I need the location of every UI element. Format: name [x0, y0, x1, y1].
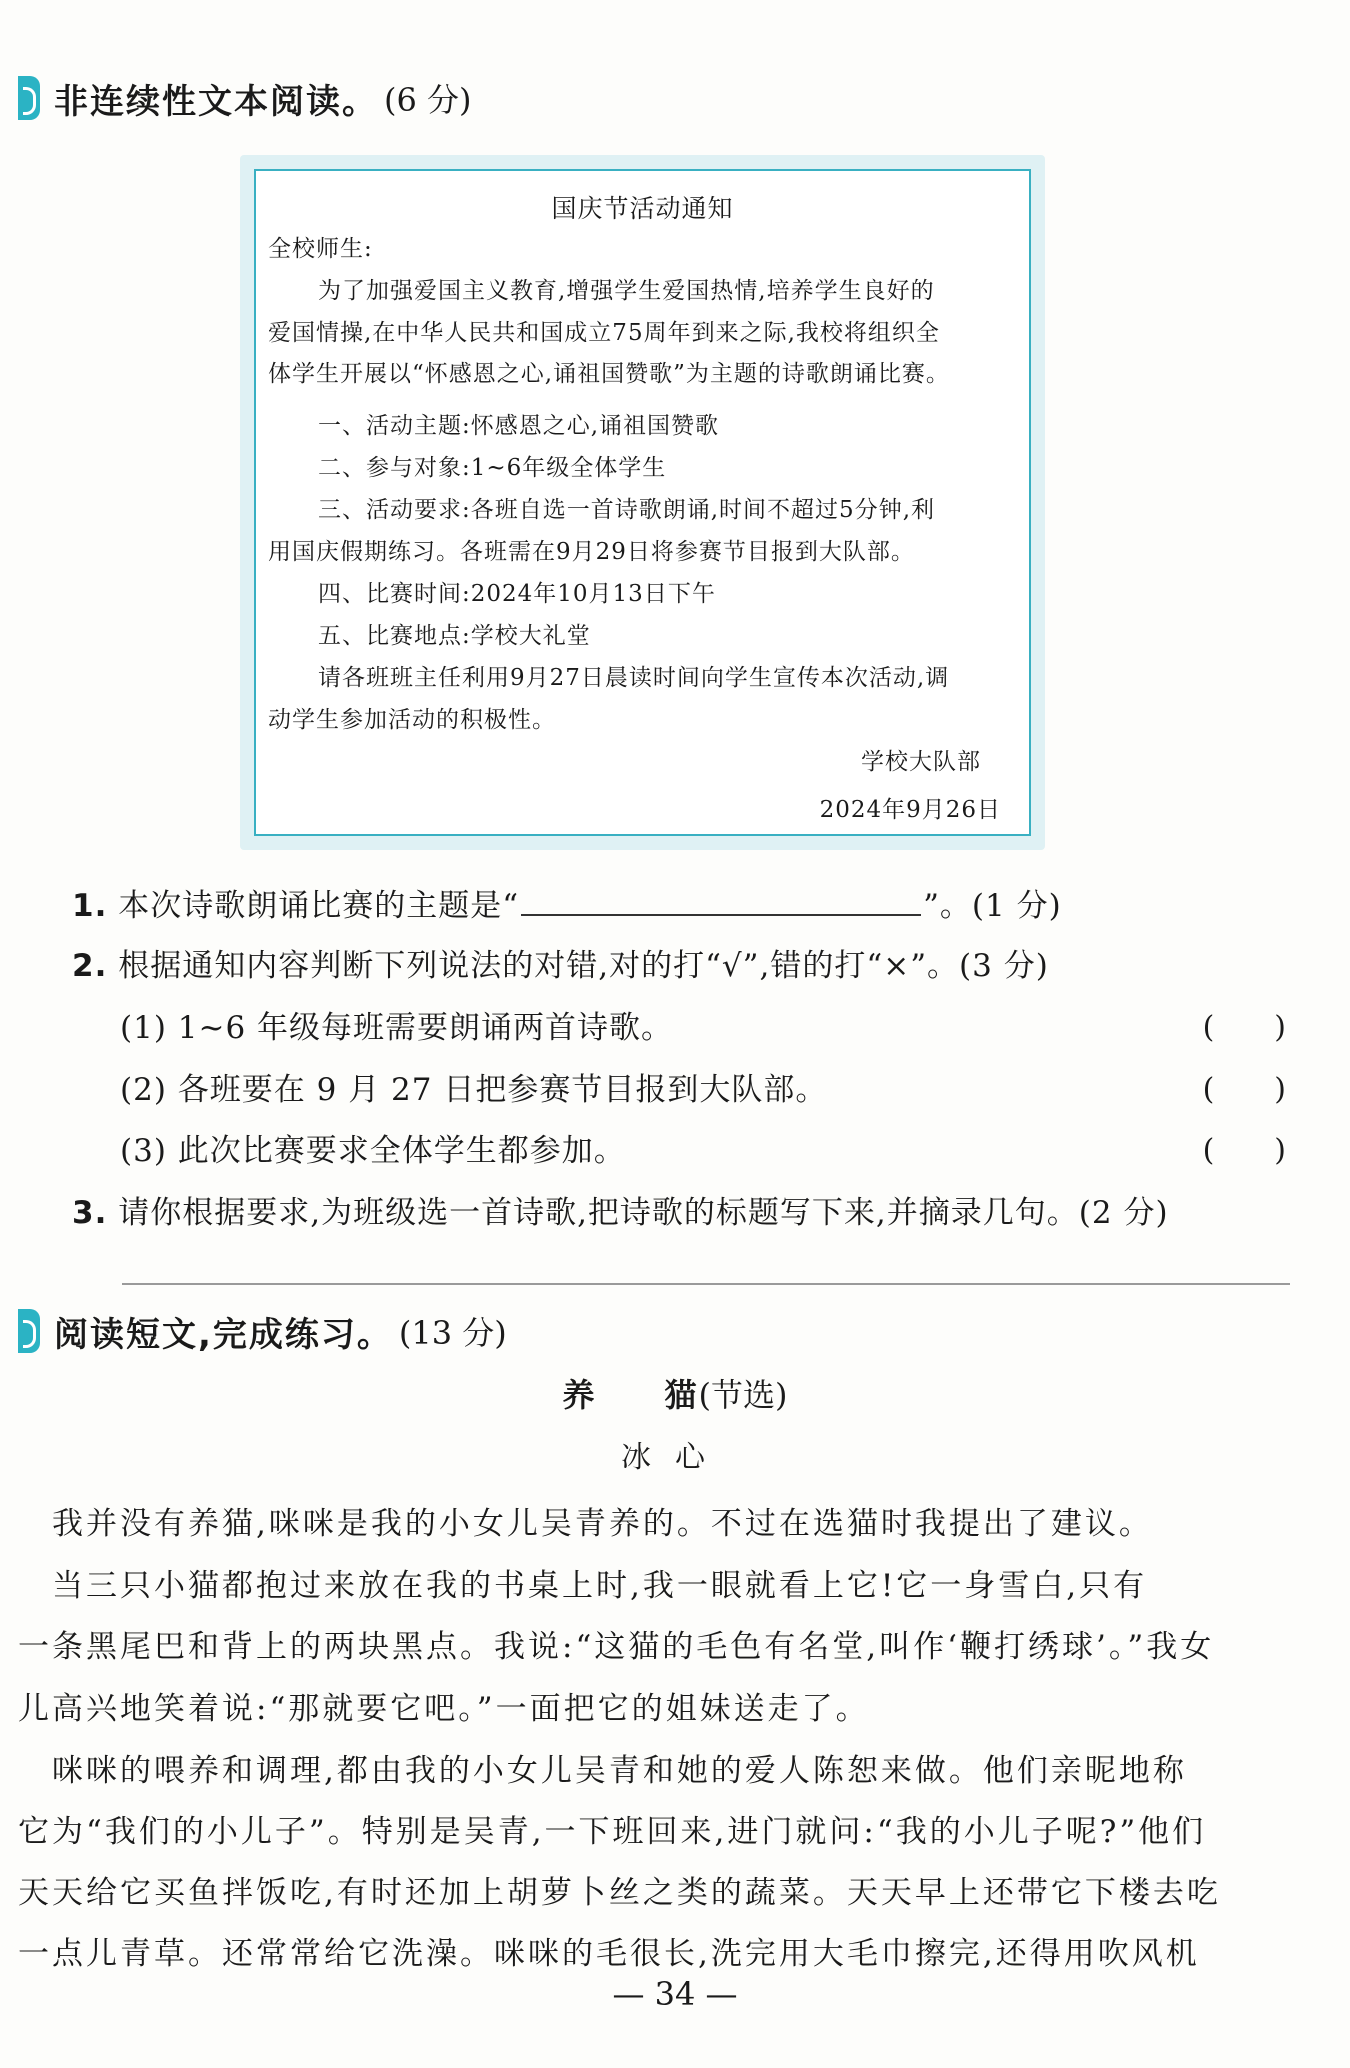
notice-line: 四、比赛时间:2024年10月13日下午 — [318, 581, 716, 607]
page-number: — 34 — — [612, 1975, 738, 2013]
section-title: 阅读短文,完成练习。 — [54, 1314, 393, 1355]
notice-line: 动学生参加活动的积极性。 — [268, 707, 556, 733]
answer-divider-line — [122, 1283, 1290, 1285]
section-title: 非连续性文本阅读。 — [54, 81, 378, 122]
notice-frame — [254, 169, 1031, 836]
section-marker-icon — [18, 76, 40, 120]
notice-signature: 学校大队部 — [861, 749, 981, 775]
section-header-8 — [18, 1303, 507, 1359]
notice-line: 为了加强爱国主义教育,增强学生爱国热情,培养学生良好的 — [318, 278, 935, 304]
notice-title: 国庆节活动通知 — [551, 194, 734, 223]
notice-line: 一、活动主题:怀感恩之心,诵祖国赞歌 — [318, 413, 720, 439]
judge-item: (2) 各班要在 9 月 27 日把参赛节目报到大队部。 — [120, 1072, 828, 1108]
story-line: 一点儿青草。还常常给它洗澡。咪咪的毛很长,洗完用大毛巾擦完,还得用吹风机 — [18, 1936, 1200, 1972]
answer-parentheses[interactable]: ( ) — [1202, 1133, 1286, 1168]
story-line: 我并没有养猫,咪咪是我的小女儿吴青养的。不过在选猫时我提出了建议。 — [18, 1506, 1153, 1542]
question-1 — [72, 880, 1062, 925]
notice-line: 用国庆假期练习。各班需在9月29日将参赛节目报到大队部。 — [268, 539, 915, 565]
story-title: 养 猫 — [562, 1376, 699, 1414]
judge-item: (1) 1~6 年级每班需要朗诵两首诗歌。 — [120, 1010, 674, 1046]
answer-parentheses[interactable]: ( ) — [1202, 1010, 1286, 1045]
question-2 — [72, 940, 1049, 985]
question-number: 3. — [72, 1195, 108, 1231]
question-3 — [72, 1187, 1169, 1232]
story-subtitle: (节选) — [698, 1376, 788, 1414]
question-number: 2. — [72, 948, 108, 984]
section-header-7 — [18, 70, 472, 126]
judge-item: (3) 此次比赛要求全体学生都参加。 — [120, 1133, 626, 1169]
story-author: 冰心 — [621, 1440, 729, 1475]
story-line: 一条黑尾巴和背上的两块黑点。我说:“这猫的毛色有名堂,叫作‘鞭打绣球’。”我女 — [18, 1629, 1215, 1665]
question-text: 根据通知内容判断下列说法的对错,对的打“√”,错的打“×”。(3 分) — [118, 948, 1049, 984]
story-line: 它为“我们的小儿子”。特别是吴青,一下班回来,进门就问:“我的小儿子呢?”他们 — [18, 1814, 1207, 1850]
story-line: 当三只小猫都抱过来放在我的书桌上时,我一眼就看上它!它一身雪白,只有 — [18, 1568, 1148, 1604]
notice-greeting: 全校师生: — [268, 236, 373, 262]
story-heading — [0, 1370, 1350, 1416]
notice-line: 请各班班主任利用9月27日晨读时间向学生宣传本次活动,调 — [318, 665, 950, 691]
answer-blank[interactable] — [521, 884, 921, 916]
notice-box — [240, 155, 1045, 850]
notice-line: 五、比赛地点:学校大礼堂 — [318, 623, 591, 649]
question-number: 1. — [72, 888, 108, 924]
section-marker-icon — [18, 1309, 40, 1353]
section-score: (6 分) — [384, 81, 472, 119]
story-line: 咪咪的喂养和调理,都由我的小女儿吴青和她的爱人陈恕来做。他们亲昵地称 — [18, 1753, 1187, 1789]
notice-date: 2024年9月26日 — [819, 797, 1001, 823]
story-line: 天天给它买鱼拌饭吃,有时还加上胡萝卜丝之类的蔬菜。天天早上还带它下楼去吃 — [18, 1875, 1221, 1911]
notice-line: 三、活动要求:各班自选一首诗歌朗诵,时间不超过5分钟,利 — [318, 497, 936, 523]
notice-line: 爱国情操,在中华人民共和国成立75周年到来之际,我校将组织全 — [268, 320, 940, 346]
question-text: 本次诗歌朗诵比赛的主题是“ — [118, 888, 520, 924]
answer-parentheses[interactable]: ( ) — [1202, 1072, 1286, 1107]
question-text: 请你根据要求,为班级选一首诗歌,把诗歌的标题写下来,并摘录几句。(2 分) — [118, 1195, 1169, 1231]
notice-line: 体学生开展以“怀感恩之心,诵祖国赞歌”为主题的诗歌朗诵比赛。 — [268, 361, 950, 387]
notice-line: 二、参与对象:1~6年级全体学生 — [318, 455, 667, 481]
section-score: (13 分) — [398, 1314, 507, 1352]
question-text-end: ”。(1 分) — [923, 888, 1062, 924]
story-line: 儿高兴地笑着说:“那就要它吧。”一面把它的姐妹送走了。 — [18, 1691, 870, 1727]
